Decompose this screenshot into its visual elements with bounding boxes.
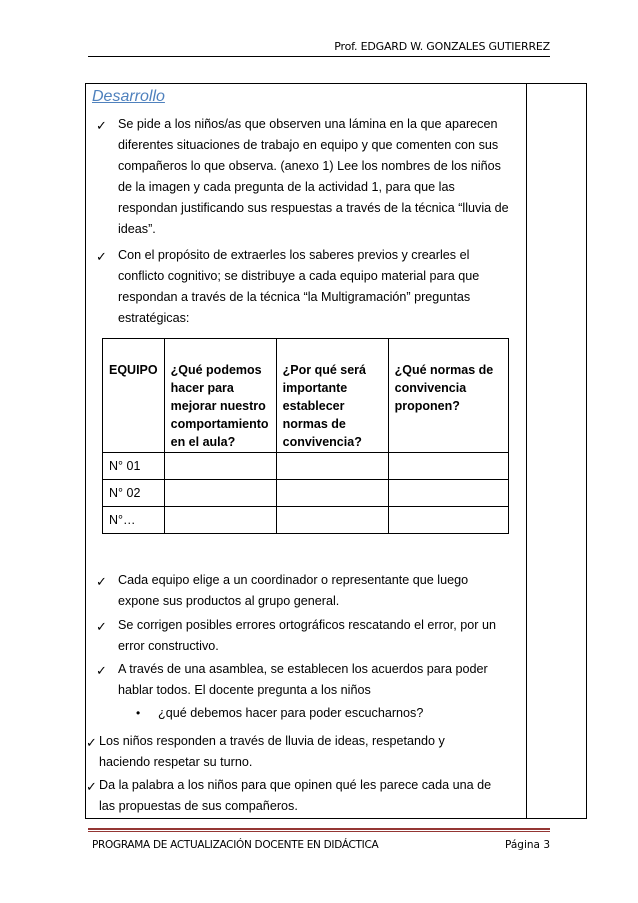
bullet-6-line: haciendo respetar su turno. <box>99 755 253 769</box>
header-rule <box>88 56 550 57</box>
table-header-cell: ¿Qué normas de convivencia proponen? <box>388 339 508 453</box>
table-cell <box>164 507 276 534</box>
table-row <box>103 507 509 534</box>
table-cell <box>276 453 388 480</box>
bullet-5-line: hablar todos. El docente pregunta a los niños <box>118 683 371 697</box>
bullet-6 <box>99 731 519 773</box>
table-cell <box>388 507 508 534</box>
bullet-6-line: Los niños responden a través de lluvia de ideas, respetando y <box>99 734 445 748</box>
table-cell-equipo: N° 02 <box>103 480 165 507</box>
table-cell <box>276 480 388 507</box>
bullet-5 <box>118 659 518 701</box>
bullet-1-line: Se pide a los niños/as que observen una lámina en la que aparecen <box>118 117 498 131</box>
bullet-5-line: A través de una asamblea, se establecen los acuerdos para poder <box>118 662 488 676</box>
dot-bullet-icon: • <box>136 706 141 720</box>
table-cell <box>276 507 388 534</box>
table-cell-equipo: N°… <box>103 507 165 534</box>
footer-rule-thick <box>88 828 550 830</box>
table-header-cell: ¿Qué podemos hacer para mejorar nuestro comportamiento en el aula? <box>164 339 276 453</box>
sub-bullet-1: ¿qué debemos hacer para poder escucharnos? <box>158 706 424 720</box>
bullet-1-line: compañeros lo que observa. (anexo 1) Lee los nombres de los niños <box>118 159 501 173</box>
check-mark-icon: ✓ <box>96 249 107 264</box>
check-mark-icon: ✓ <box>96 663 107 678</box>
bullet-3-line: Cada equipo elige a un coordinador o representante que luego <box>118 573 469 587</box>
bullet-1-line: de la imagen y cada pregunta de la actividad 1, para que las <box>118 180 455 194</box>
bullet-7-line: las propuestas de sus compañeros. <box>99 799 298 813</box>
check-mark-icon: ✓ <box>86 779 97 794</box>
bullet-2-line: estratégicas: <box>118 311 190 325</box>
check-mark-icon: ✓ <box>96 619 107 634</box>
page-header-author: Prof. EDGARD W. GONZALES GUTIERREZ <box>334 40 550 53</box>
bullet-1-line: ideas”. <box>118 222 156 236</box>
bullet-4-line: Se corrigen posibles errores ortográficos rescatando el error, por un <box>118 618 497 632</box>
table-row <box>103 480 509 507</box>
bullet-2 <box>118 245 518 329</box>
table-header-row <box>103 339 509 453</box>
table-header-cell: EQUIPO <box>103 339 165 453</box>
bullet-7 <box>99 775 519 817</box>
bullet-1-line: respondan justificando sus respuestas a través de la técnica “lluvia de <box>118 201 509 215</box>
check-mark-icon: ✓ <box>86 735 97 750</box>
bullet-2-line: Con el propósito de extraerles los saberes previos y crearles el <box>118 248 470 262</box>
questions-table <box>102 338 509 534</box>
bullet-1 <box>118 114 518 240</box>
table-header-cell: ¿Por qué será importante establecer normas de convivencia? <box>276 339 388 453</box>
table-row <box>103 453 509 480</box>
bullet-4-line: error constructivo. <box>118 639 219 653</box>
footer-program: PROGRAMA DE ACTUALIZACIÓN DOCENTE EN DIDÁCTICA <box>92 839 379 851</box>
table-cell <box>164 453 276 480</box>
table-cell <box>388 480 508 507</box>
bullet-4 <box>118 615 518 657</box>
frame-column-divider <box>526 84 527 818</box>
check-mark-icon: ✓ <box>96 118 107 133</box>
table-cell <box>388 453 508 480</box>
bullet-2-line: respondan a través de la técnica “la Multigramación” preguntas <box>118 290 471 304</box>
table-cell <box>164 480 276 507</box>
bullet-1-line: diferentes situaciones de trabajo en equipo y que comenten con sus <box>118 138 499 152</box>
bullet-2-line: conflicto cognitivo; se distribuye a cada equipo material para que <box>118 269 480 283</box>
section-title: Desarrollo <box>92 88 165 105</box>
bullet-3 <box>118 570 518 612</box>
footer-page-number: Página 3 <box>505 839 550 851</box>
check-mark-icon: ✓ <box>96 574 107 589</box>
bullet-3-line: expone sus productos al grupo general. <box>118 594 340 608</box>
bullet-7-line: Da la palabra a los niños para que opinen qué les parece cada una de <box>99 778 492 792</box>
table-cell-equipo: N° 01 <box>103 453 165 480</box>
footer-rule-thin <box>88 831 550 832</box>
